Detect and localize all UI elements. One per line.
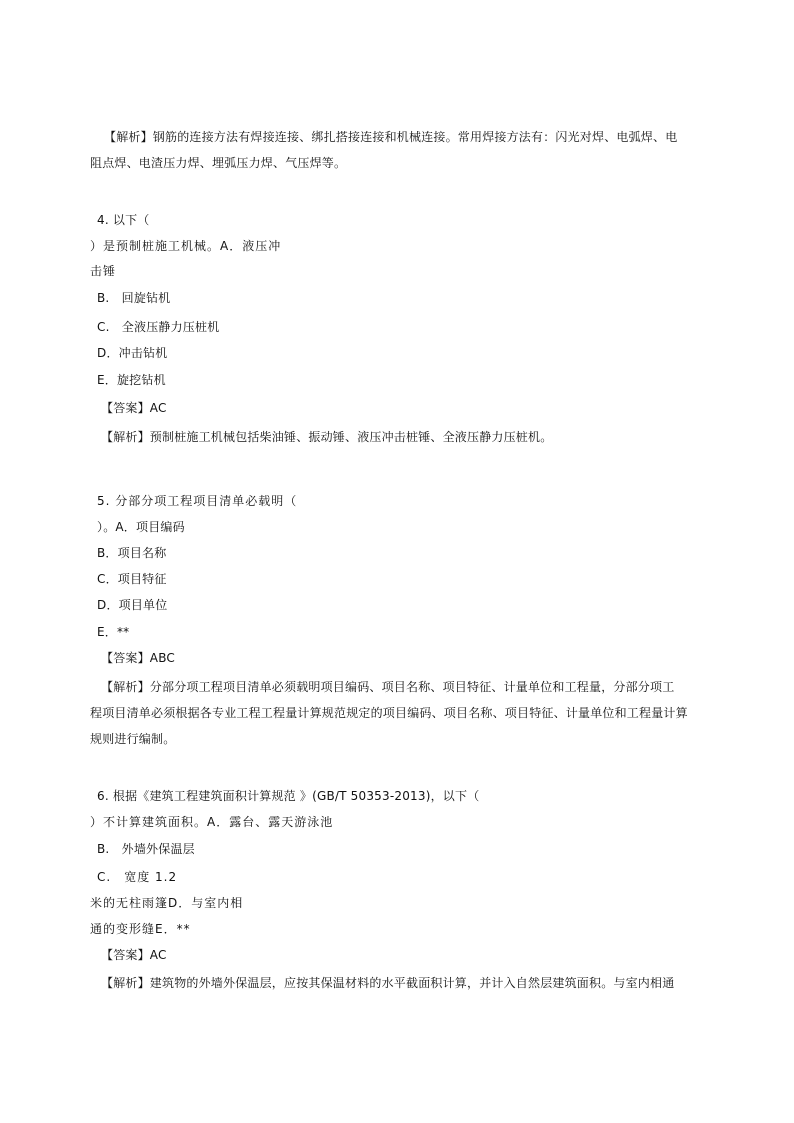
question-4-analysis: 【解析】预制桩施工机械包括柴油锤、振动锤、液压冲击桩锤、全液压静力压桩机。 [101, 430, 553, 444]
question-6-option-c: C. 宽度 1.2 [97, 870, 178, 884]
analysis-q3-line1: 【解析】钢筋的连接方法有焊接连接、绑扎搭接连接和机械连接。常用焊接方法有：闪光对焊、电弧焊、电 [104, 130, 678, 144]
analysis-q3-line2: 阻点焊、电渣压力焊、埋弧压力焊、气压焊等。 [90, 156, 347, 170]
question-4-option-a-cont: 击锤 [90, 264, 117, 278]
question-5-option-e: E．** [97, 625, 130, 639]
question-5-analysis-line3: 规则进行编制。 [90, 732, 176, 746]
question-6-analysis-line1: 【解析】建筑物的外墙外保温层，应按其保温材料的水平截面积计算，并计入自然层建筑面积。与室内相通 [101, 976, 675, 990]
question-6-option-b: B. 外墙外保温层 [97, 842, 195, 856]
question-6-option-d-cont: 通的变形缝E．** [90, 922, 191, 936]
question-5-option-a: ）。A．项目编码 [97, 520, 185, 534]
question-4-option-d: D．冲击钻机 [97, 346, 168, 360]
question-6-option-c-cont: 米的无柱雨篷D．与室内相 [90, 896, 244, 910]
question-5-option-c: C．项目特征 [97, 572, 167, 586]
question-4-stem: 4. 以下（ [97, 213, 150, 227]
question-5-answer: 【答案】ABC [101, 651, 176, 665]
question-4-option-b: B. 回旋钻机 [97, 291, 171, 305]
question-4-option-c: C. 全液压静力压桩机 [97, 320, 220, 334]
question-6-answer: 【答案】AC [101, 948, 167, 962]
question-5-analysis-line1: 【解析】分部分项工程项目清单必须载明项目编码、项目名称、项目特征、计量单位和工程量，分部分项工 [101, 680, 675, 694]
question-5-stem: 5. 分部分项工程项目清单必载明（ [97, 494, 298, 508]
question-4-option-a: ）是预制桩施工机械。A．液压冲 [90, 239, 282, 253]
question-6-stem: 6. 根据《建筑工程建筑面积计算规范 》(GB/T 50353-2013)，以下（ [97, 789, 480, 803]
question-5-option-d: D．项目单位 [97, 598, 168, 612]
question-4-answer: 【答案】AC [101, 401, 167, 415]
question-5-option-b: B．项目名称 [97, 546, 167, 560]
question-6-option-a: ）不计算建筑面积。A．露台、露天游泳池 [90, 815, 334, 829]
question-4-option-e: E．旋挖钻机 [97, 373, 166, 387]
question-5-analysis-line2: 程项目清单必须根据各专业工程工程量计算规范规定的项目编码、项目名称、项目特征、计量单位和工程量计算 [90, 706, 688, 720]
